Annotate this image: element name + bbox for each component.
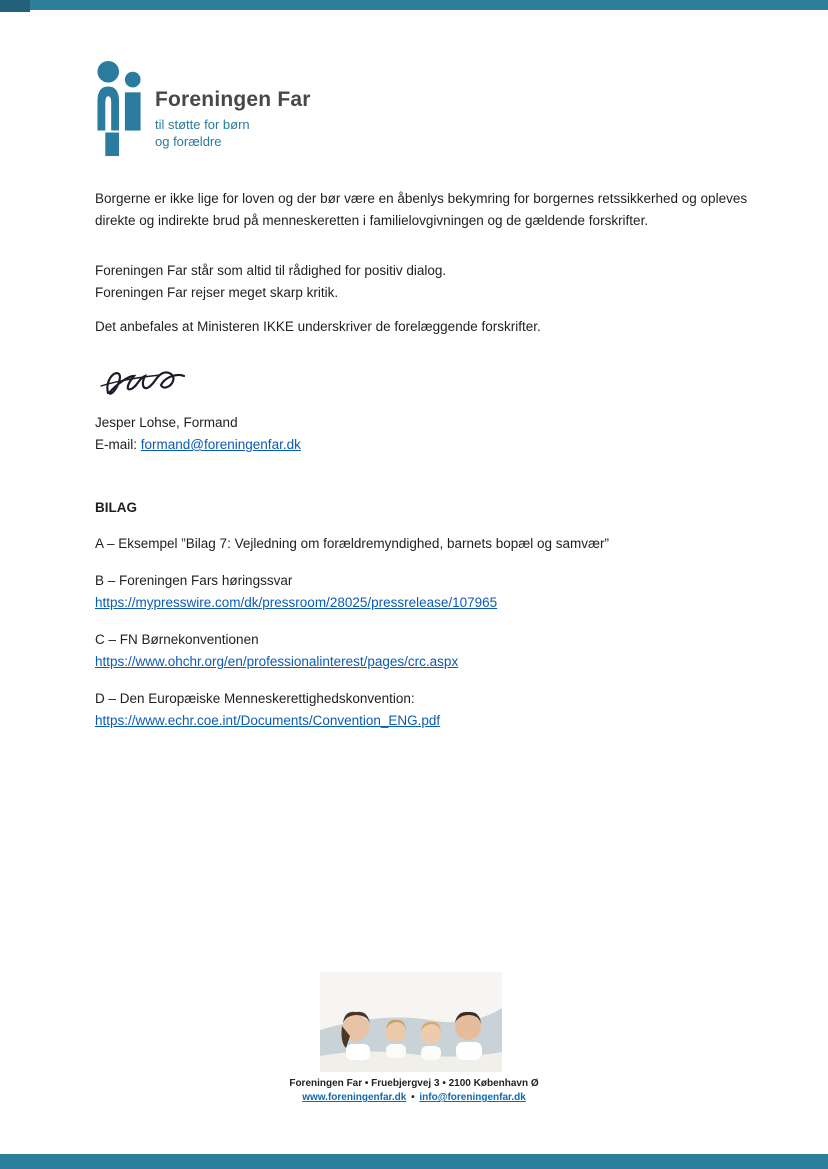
bilag-heading: BILAG <box>95 500 137 515</box>
signatory-name: Jesper Lohse, Formand <box>95 415 238 430</box>
logo <box>95 60 311 158</box>
logo-title: Foreningen Far <box>155 88 311 111</box>
logo-text <box>155 60 311 158</box>
scan-edge-bottom <box>0 1154 828 1169</box>
footer-email-link[interactable]: info@foreningenfar.dk <box>419 1092 526 1103</box>
bilag-item-d-label: D – Den Europæiske Menneskerettighedskonvention: <box>95 691 415 706</box>
bilag-item-c-link[interactable]: https://www.ohchr.org/en/professionalinterest/pages/crc.aspx <box>95 654 459 669</box>
bilag-item-b-label: B – Foreningen Fars høringssvar <box>95 573 293 588</box>
email-link[interactable]: formand@foreningenfar.dk <box>140 437 301 452</box>
signatory-email-line <box>95 434 751 456</box>
family-photo-illustration <box>320 972 502 1072</box>
logo-subtitle-line1: til støtte for børn <box>155 117 250 132</box>
body-line-recommendation: Det anbefales at Ministeren IKKE underskriver de forelæggende forskrifter. <box>95 319 541 334</box>
bilag-item-a-label: A – Eksempel ”Bilag 7: Vejledning om forældremyndighed, barnets bopæl og samvær” <box>95 536 610 551</box>
bilag-item-d-link[interactable]: https://www.echr.coe.int/Documents/Convention_ENG.pdf <box>95 713 441 728</box>
footer-website-link[interactable]: www.foreningenfar.dk <box>302 1092 407 1103</box>
scan-edge-top <box>0 0 828 10</box>
body-line-dialog: Foreningen Far står som altid til rådighed for positiv dialog. <box>95 263 447 278</box>
footer-address: Foreningen Far • Fruebjergvej 3 • 2100 København Ø <box>289 1078 539 1089</box>
email-label: E-mail: <box>95 437 138 452</box>
body-line-kritik: Foreningen Far rejser meget skarp kritik. <box>95 285 339 300</box>
footer-links <box>0 1092 828 1103</box>
body-paragraph-1: Borgerne er ikke lige for loven og der bør være en åbenlys bekymring for borgernes retssikkerhed og opleves direkte og indirekte brud på menneskeretten i familielovgivningen og de gældende forskrifter. <box>95 191 748 228</box>
foreningen-far-logo-icon <box>95 60 145 158</box>
logo-subtitle-line2: og forældre <box>155 134 222 149</box>
scan-edge-corner <box>0 0 30 12</box>
bilag-item-c-label: C – FN Børnekonventionen <box>95 632 259 647</box>
footer-separator: • <box>411 1092 415 1103</box>
bilag-item-b-link[interactable]: https://mypresswire.com/dk/pressroom/28025/pressrelease/107965 <box>95 595 498 610</box>
signature-scribble <box>98 363 193 405</box>
family-photo <box>320 972 502 1072</box>
